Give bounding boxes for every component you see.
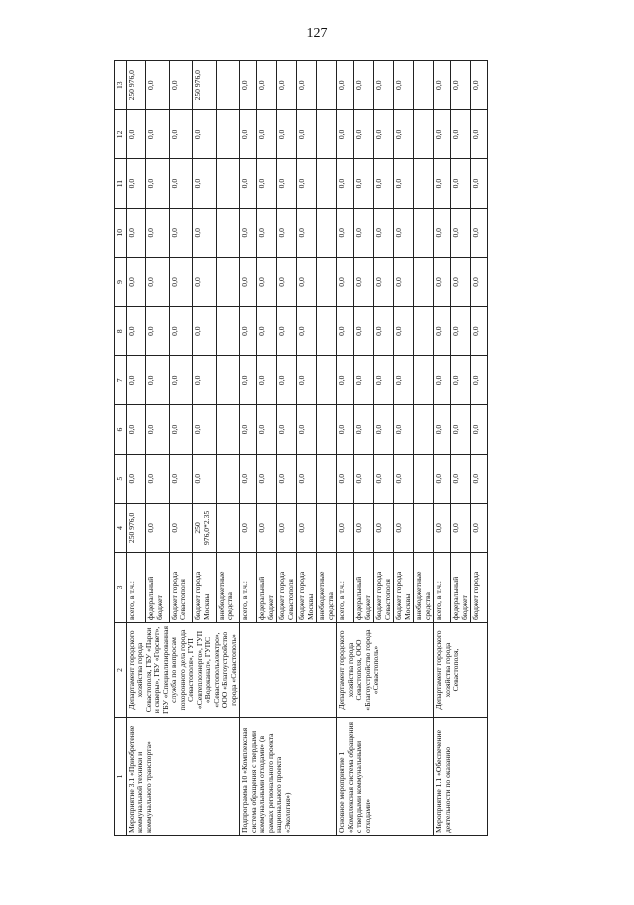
funding-source-cell: всего, в т.ч.:	[337, 553, 354, 623]
value-cell: 0,0	[169, 503, 192, 552]
value-cell: 0,0	[169, 208, 192, 257]
value-cell: 0,0	[434, 503, 451, 552]
value-cell: 0,0	[297, 110, 317, 159]
value-cell	[317, 405, 337, 454]
value-cell: 0,0	[394, 110, 414, 159]
value-cell: 0,0	[257, 405, 277, 454]
value-cell: 0,0	[434, 405, 451, 454]
value-cell	[317, 159, 337, 208]
value-cell: 0,0	[126, 208, 146, 257]
value-cell: 0,0	[126, 405, 146, 454]
value-cell: 0,0	[146, 257, 169, 306]
column-header-7: 7	[115, 356, 127, 405]
value-cell: 0,0	[374, 454, 394, 503]
value-cell: 0,0	[434, 110, 451, 159]
value-cell: 0,0	[451, 159, 471, 208]
value-cell: 0,0	[471, 110, 488, 159]
value-cell: 0,0	[240, 356, 257, 405]
value-cell: 0,0	[169, 405, 192, 454]
column-header-6: 6	[115, 405, 127, 454]
value-cell: 0,0	[126, 356, 146, 405]
value-cell	[317, 503, 337, 552]
value-cell: 0,0	[277, 110, 297, 159]
value-cell	[216, 257, 239, 306]
value-cell: 0,0	[451, 307, 471, 356]
value-cell: 0,0	[193, 454, 216, 503]
value-cell: 0,0	[126, 159, 146, 208]
value-cell: 0,0	[471, 356, 488, 405]
value-cell	[317, 454, 337, 503]
value-cell: 0,0	[337, 405, 354, 454]
value-cell: 0,0	[451, 503, 471, 552]
page-number: 127	[306, 26, 328, 41]
value-cell	[317, 61, 337, 110]
value-cell	[414, 110, 434, 159]
value-cell	[216, 110, 239, 159]
value-cell: 0,0	[257, 307, 277, 356]
value-cell: 0,0	[374, 159, 394, 208]
value-cell: 0,0	[146, 356, 169, 405]
value-cell: 0,0	[451, 454, 471, 503]
value-cell: 0,0	[354, 503, 374, 552]
value-cell: 0,0	[374, 307, 394, 356]
measure-name-cell: Основное мероприятие 1 «Комплексная система обращения с твердыми коммунальными отходами»	[337, 718, 434, 836]
value-cell: 0,0	[337, 61, 354, 110]
funding-source-cell: бюджет города Москвы	[193, 553, 216, 623]
value-cell	[216, 356, 239, 405]
table-row	[240, 61, 257, 836]
value-cell	[216, 405, 239, 454]
executor-cell: Департамент городского хозяйства города Севастополя, ООО «Благоустройство города «Севастополь»	[337, 623, 434, 718]
funding-source-cell: бюджет города Севастополя	[277, 553, 297, 623]
value-cell: 0,0	[240, 208, 257, 257]
value-cell: 0,0	[257, 503, 277, 552]
value-cell: 0,0	[337, 159, 354, 208]
value-cell: 0,0	[354, 405, 374, 454]
value-cell: 0,0	[146, 110, 169, 159]
value-cell	[317, 257, 337, 306]
value-cell: 0,0	[471, 159, 488, 208]
value-cell: 0,0	[394, 159, 414, 208]
funding-source-cell: всего, в т.ч.:	[240, 553, 257, 623]
value-cell	[216, 208, 239, 257]
value-cell: 0,0	[146, 454, 169, 503]
funding-source-cell: бюджет города Москвы	[297, 553, 317, 623]
column-header-3: 3	[115, 553, 127, 623]
value-cell: 0,0	[471, 405, 488, 454]
value-cell: 0,0	[193, 159, 216, 208]
value-cell: 0,0	[297, 307, 317, 356]
value-cell: 0,0	[277, 356, 297, 405]
column-header-8: 8	[115, 307, 127, 356]
value-cell: 250 976,0*2.35	[193, 503, 216, 552]
value-cell: 0,0	[240, 110, 257, 159]
column-header-13: 13	[115, 61, 127, 110]
value-cell: 0,0	[337, 110, 354, 159]
value-cell: 0,0	[471, 257, 488, 306]
value-cell: 0,0	[277, 257, 297, 306]
value-cell: 0,0	[297, 405, 317, 454]
value-cell: 0,0	[169, 356, 192, 405]
value-cell: 0,0	[240, 257, 257, 306]
value-cell: 0,0	[354, 356, 374, 405]
value-cell: 0,0	[354, 61, 374, 110]
value-cell	[216, 159, 239, 208]
value-cell: 0,0	[257, 454, 277, 503]
funding-source-cell: федеральный бюджет	[146, 553, 169, 623]
value-cell: 0,0	[126, 454, 146, 503]
value-cell: 0,0	[297, 159, 317, 208]
value-cell: 0,0	[169, 61, 192, 110]
value-cell: 0,0	[193, 405, 216, 454]
value-cell: 0,0	[297, 454, 317, 503]
value-cell: 0,0	[374, 503, 394, 552]
value-cell: 0,0	[354, 307, 374, 356]
value-cell: 0,0	[169, 307, 192, 356]
value-cell: 0,0	[394, 257, 414, 306]
value-cell: 0,0	[277, 454, 297, 503]
measure-name-cell: Мероприятие 1.1 «Обеспечение деятельности по оказанию	[434, 718, 488, 836]
value-cell	[216, 61, 239, 110]
value-cell: 0,0	[394, 503, 414, 552]
value-cell: 0,0	[169, 257, 192, 306]
column-header-4: 4	[115, 503, 127, 552]
value-cell: 0,0	[297, 503, 317, 552]
value-cell	[414, 159, 434, 208]
value-cell: 0,0	[451, 356, 471, 405]
value-cell: 0,0	[394, 405, 414, 454]
funding-source-cell: всего, в т.ч.:	[434, 553, 451, 623]
value-cell: 0,0	[240, 61, 257, 110]
value-cell: 0,0	[394, 454, 414, 503]
value-cell: 0,0	[193, 208, 216, 257]
value-cell	[216, 454, 239, 503]
executor-cell: Департамент городского хозяйства города Севастополя, ГБУ «Парки и скверы», ГБУ «Горсвет», ГБУ «Специализированная служба по вопросам похоронного дела города Севастополя», ГУП «Севтеплоэнерго», ГУП «Водоканал», ГУПС «Севастопольэлектро», ООО «Благоустройство города «Севастополь»	[126, 623, 240, 718]
value-cell: 0,0	[394, 307, 414, 356]
value-cell: 0,0	[471, 454, 488, 503]
value-cell: 0,0	[337, 454, 354, 503]
column-header-9: 9	[115, 257, 127, 306]
value-cell: 0,0	[451, 405, 471, 454]
value-cell: 0,0	[240, 454, 257, 503]
value-cell: 0,0	[434, 307, 451, 356]
value-cell: 0,0	[394, 208, 414, 257]
table-row	[337, 61, 354, 836]
value-cell: 0,0	[193, 110, 216, 159]
funding-source-cell: бюджет города Севастополя	[374, 553, 394, 623]
executor-cell: Департамент городского хозяйства города Севастополя,	[434, 623, 488, 718]
value-cell: 0,0	[354, 110, 374, 159]
value-cell: 0,0	[451, 257, 471, 306]
value-cell: 0,0	[471, 503, 488, 552]
value-cell: 0,0	[374, 356, 394, 405]
value-cell: 0,0	[297, 257, 317, 306]
value-cell: 0,0	[146, 61, 169, 110]
budget-table	[114, 60, 488, 836]
value-cell: 0,0	[126, 257, 146, 306]
funding-source-cell: внебюджетные средства	[216, 553, 239, 623]
value-cell	[317, 110, 337, 159]
column-header-11: 11	[115, 159, 127, 208]
value-cell: 0,0	[337, 208, 354, 257]
funding-source-cell: федеральный бюджет	[354, 553, 374, 623]
value-cell: 0,0	[434, 356, 451, 405]
funding-source-cell: внебюджетные средства	[317, 553, 337, 623]
value-cell: 0,0	[354, 257, 374, 306]
value-cell: 0,0	[193, 307, 216, 356]
value-cell: 0,0	[277, 61, 297, 110]
funding-source-cell: федеральный бюджет	[451, 553, 471, 623]
value-cell: 250 976,0	[126, 61, 146, 110]
value-cell: 0,0	[297, 208, 317, 257]
value-cell: 0,0	[434, 208, 451, 257]
value-cell: 0,0	[146, 503, 169, 552]
value-cell: 0,0	[257, 208, 277, 257]
value-cell: 0,0	[337, 503, 354, 552]
executor-cell	[240, 623, 337, 718]
value-cell: 0,0	[169, 454, 192, 503]
value-cell: 0,0	[374, 405, 394, 454]
value-cell: 0,0	[240, 405, 257, 454]
value-cell: 0,0	[277, 307, 297, 356]
value-cell: 0,0	[374, 208, 394, 257]
rotated-table-container	[114, 61, 518, 836]
value-cell: 0,0	[257, 110, 277, 159]
value-cell: 0,0	[471, 61, 488, 110]
value-cell: 250 976,0	[193, 61, 216, 110]
measure-name-cell: Мероприятие 3.1 «Приобретение коммунальной техники и коммунального транспорта»	[126, 718, 240, 836]
funding-source-cell: бюджет города Севастополя	[169, 553, 192, 623]
value-cell	[317, 208, 337, 257]
value-cell: 0,0	[434, 257, 451, 306]
value-cell: 0,0	[126, 110, 146, 159]
value-cell: 0,0	[337, 307, 354, 356]
value-cell	[216, 307, 239, 356]
value-cell: 0,0	[354, 454, 374, 503]
column-header-10: 10	[115, 208, 127, 257]
value-cell: 0,0	[193, 257, 216, 306]
value-cell: 0,0	[374, 257, 394, 306]
value-cell: 0,0	[337, 356, 354, 405]
value-cell	[317, 307, 337, 356]
value-cell	[317, 356, 337, 405]
value-cell	[414, 208, 434, 257]
value-cell: 0,0	[354, 208, 374, 257]
value-cell: 0,0	[257, 356, 277, 405]
value-cell: 0,0	[297, 356, 317, 405]
value-cell	[414, 405, 434, 454]
table-body	[126, 61, 488, 836]
value-cell: 0,0	[451, 208, 471, 257]
value-cell: 0,0	[240, 307, 257, 356]
value-cell	[414, 454, 434, 503]
value-cell: 250 976,0	[126, 503, 146, 552]
value-cell: 0,0	[277, 159, 297, 208]
value-cell: 0,0	[169, 110, 192, 159]
value-cell	[414, 356, 434, 405]
value-cell: 0,0	[257, 61, 277, 110]
value-cell: 0,0	[240, 503, 257, 552]
value-cell: 0,0	[337, 257, 354, 306]
value-cell: 0,0	[374, 61, 394, 110]
value-cell	[216, 503, 239, 552]
funding-source-cell: бюджет города	[471, 553, 488, 623]
value-cell	[414, 257, 434, 306]
value-cell: 0,0	[277, 503, 297, 552]
table-row	[126, 61, 146, 836]
value-cell: 0,0	[146, 208, 169, 257]
value-cell: 0,0	[471, 208, 488, 257]
value-cell: 0,0	[354, 159, 374, 208]
value-cell: 0,0	[146, 405, 169, 454]
value-cell: 0,0	[451, 110, 471, 159]
measure-name-cell: Подпрограмма 10 «Комплексная система обращения с твердыми коммунальными отходами» (в рамках регионального проекта национального проекта «Экология»)	[240, 718, 337, 836]
value-cell: 0,0	[434, 454, 451, 503]
value-cell: 0,0	[434, 159, 451, 208]
value-cell: 0,0	[240, 159, 257, 208]
funding-source-cell: федеральный бюджет	[257, 553, 277, 623]
value-cell: 0,0	[146, 159, 169, 208]
value-cell: 0,0	[374, 110, 394, 159]
value-cell: 0,0	[277, 405, 297, 454]
value-cell: 0,0	[193, 356, 216, 405]
value-cell	[414, 503, 434, 552]
value-cell: 0,0	[297, 61, 317, 110]
value-cell: 0,0	[471, 307, 488, 356]
value-cell: 0,0	[451, 61, 471, 110]
table-row	[434, 61, 451, 836]
column-header-2: 2	[115, 623, 127, 718]
value-cell: 0,0	[169, 159, 192, 208]
funding-source-cell: внебюджетные средства	[414, 553, 434, 623]
column-header-1: 1	[115, 718, 127, 836]
value-cell: 0,0	[257, 159, 277, 208]
value-cell: 0,0	[146, 307, 169, 356]
value-cell: 0,0	[257, 257, 277, 306]
value-cell: 0,0	[394, 356, 414, 405]
column-header-5: 5	[115, 454, 127, 503]
header-row	[115, 61, 127, 836]
column-header-12: 12	[115, 110, 127, 159]
value-cell: 0,0	[434, 61, 451, 110]
value-cell: 0,0	[394, 61, 414, 110]
value-cell: 0,0	[126, 307, 146, 356]
value-cell	[414, 61, 434, 110]
funding-source-cell: всего, в т.ч.:	[126, 553, 146, 623]
value-cell: 0,0	[277, 208, 297, 257]
funding-source-cell: бюджет города Москвы	[394, 553, 414, 623]
value-cell	[414, 307, 434, 356]
